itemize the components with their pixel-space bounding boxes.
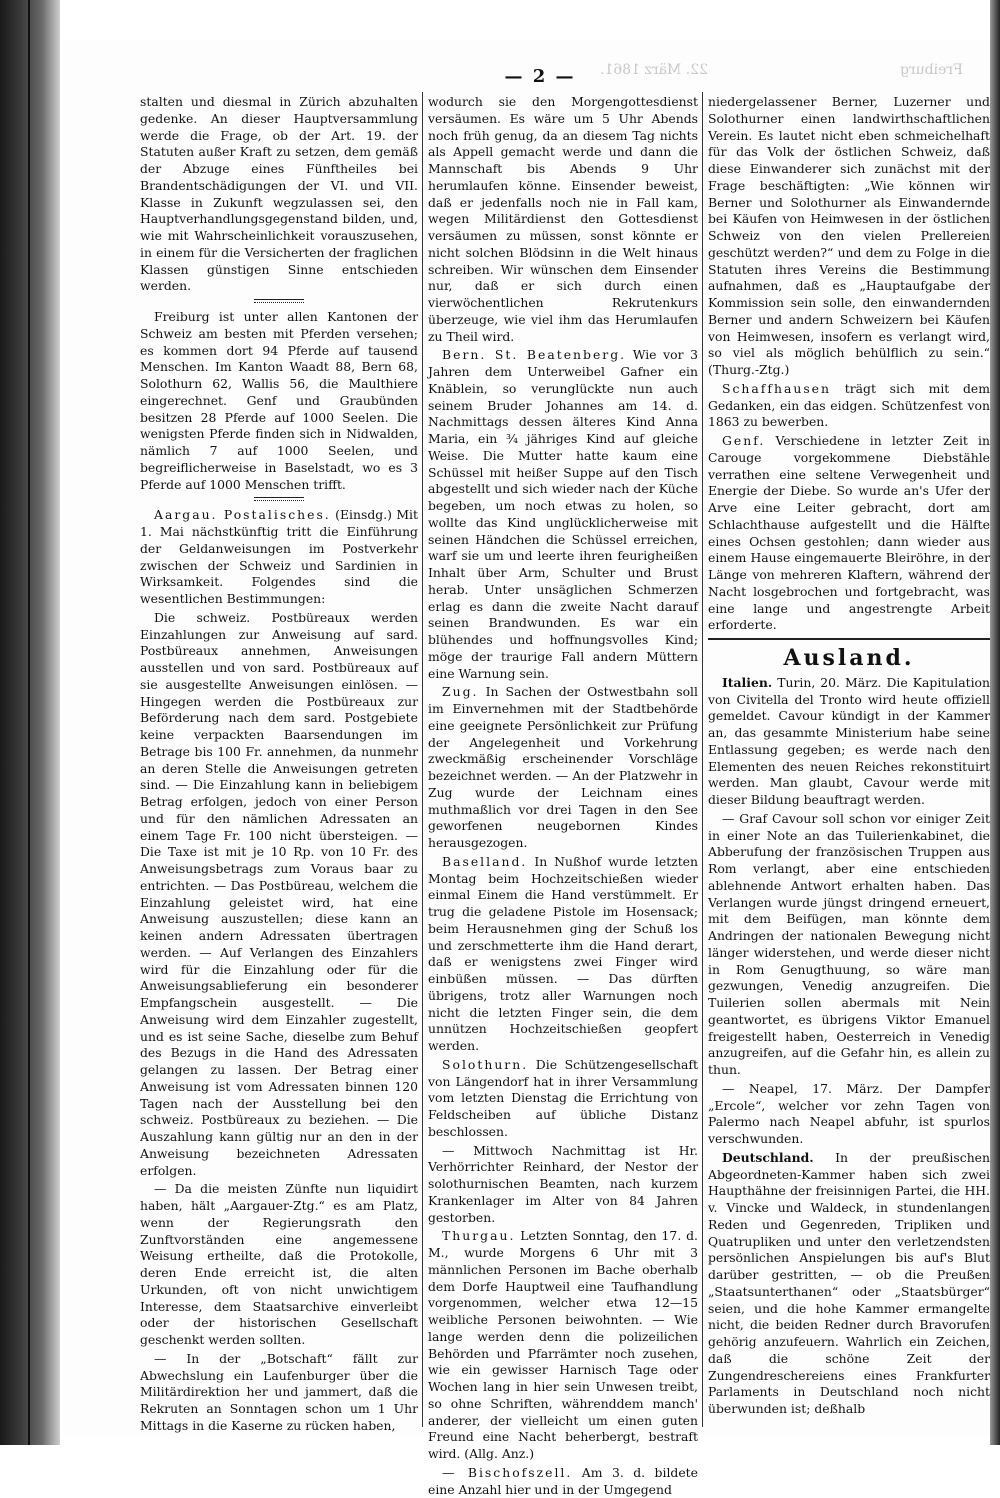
article-heading: Solothurn. bbox=[442, 1056, 529, 1072]
section-rule bbox=[708, 638, 990, 640]
article-continuation: wodurch sie den Morgengottesdienst versäumen. Es wäre um 5 Uhr Abends noch früh genug, da an diesem Tag nichts als Appell gemacht werde und dann die Mannschaft bis Abends 9 Uhr herumlaufen könne. Einsender beweist, daß er jedenfalls noch nie in Fall kam, wegen Militärdienst den Gottesdienst versäumen zu müssen, sonst könnte er nicht solchen Blödsinn in die Welt hinaus schreiben. Wir wünschen dem Einsender nur, daß er sich durch einen vierwöchentlichen Rekrutenkurs überzeuge, wie viel ihm das Herumlaufen zu Theil wird. bbox=[428, 94, 698, 344]
section-title-ausland: Ausland. bbox=[783, 645, 915, 671]
article-schaffhausen bbox=[708, 381, 990, 431]
article-bern bbox=[428, 347, 698, 682]
article-body: In Nußhof wurde letzten Montag beim Hochzeitschießen wieder einmal Einem die Hand verstümmelt. Er trug die geladene Pistole im Hosensack; beim Herausnehmen ging der Schuß los und zerschmetterte ihm die Hand derart, daß er wenigstens zwei Finger wird einbüßen müssen. — Das dürften übrigens, trotz aller Warnungen noch nicht die letzten Finger sein, die dem unnützen Hochzeitschießen geopfert werden. bbox=[428, 853, 698, 1053]
article-heading: Thurgau. bbox=[442, 1228, 516, 1244]
article-paragraph: — Neapel, 17. März. Der Dampfer „Ercole“, welcher vor zehn Tagen von Palermo nach Neapel abfuhr, ist spurlos verschwunden. bbox=[708, 1080, 990, 1146]
article-italien bbox=[708, 675, 990, 809]
column-rule-2 bbox=[702, 92, 703, 1427]
column-3 bbox=[708, 94, 990, 1429]
article-deutschland bbox=[708, 1150, 990, 1418]
article-genf bbox=[708, 433, 990, 634]
article-paragraph: — Mittwoch Nachmittag ist Hr. Verhörrichter Reinhard, der Nestor der solothurnischen Beamten, nach kurzem Krankenlager im Alter von 84 Jahren gestorben. bbox=[428, 1142, 698, 1225]
bleed-through-date: 22. März 1861. bbox=[600, 62, 708, 78]
article-heading: Genf. bbox=[722, 433, 766, 448]
article-separator bbox=[254, 497, 304, 501]
article-separator bbox=[254, 299, 304, 303]
article-body: Wie vor 3 Jahren dem Unterweibel Gafner ein Knäblein, so verunglückte nun auch seinem Bruder Johannes am 14. d. Nachmittags dessen älteres Kind Anna Maria, ein ¾ jähriges Kind auf gleiche Weise. Die Mutter hatte kaum eine Schüssel mit heißer Suppe auf den Tisch abgestellt und sich wieder nach der Küche begeben, um noch etwas zu holen, so wollte das Kind unglücklicherweise mit seinen Händchen die Schüssel erreichen, warf sie um und leerte ihren feurigheißen Inhalt über Arm, Schulter und Brust herab. Unter unsäglichen Schmerzen erlag es dann die zweite Nacht darauf seinen Brandwunden. Es war ein blühendes und hoffnungsvolles Kind; möge der traurige Fall andern Müttern eine Warnung sein. bbox=[428, 347, 698, 681]
page-edge-shadow bbox=[990, 0, 1000, 1445]
article-bischofszell bbox=[428, 1465, 698, 1498]
column-2 bbox=[428, 94, 698, 1497]
article-paragraph: — In der „Botschaft“ fällt zur Abwechslung ein Laufenburger über die Militärdirektion her und jammert, daß die Rekruten an Sonntagen schon um 1 Uhr Mittags in die Kaserne zu rücken haben, bbox=[140, 1350, 418, 1433]
article-heading: Zug. bbox=[442, 684, 479, 700]
article-paragraph: Die schweiz. Postbüreaux werden Einzahlungen zur Anweisung auf sard. Postbüreaux annehmen, Anweisungen ausstellen und von sard. Postbüreaux auf sie ausgestellte Anweisungen einlösen. — Hingegen werden die Postbüreaux zur Beförderung nach dem sard. Postgebiete keine verpackten Baarsendungen im Betrage bis 100 Fr. annehmen, da nunmehr an deren Stelle die Anweisungen getreten sind. — Die Einzahlung kann in beliebigem Betrag erfolgen, jedoch von einer Person und für den nämlichen Adressaten an einem Tage Fr. 100 nicht übersteigen. — Die Taxe ist mit je 10 Rp. von 10 Fr. des Anweisungsbetrags zum Voraus baar zu entrichten. — Das Postbüreau, welchem die Einzahlung geleistet wird, hat eine Anweisung auszustellen; diese kann an keinen andern Adressaten übertragen werden. — Auf Verlangen des Einzahlers wird für die Einzahlung oder für die Anweisungsablieferung ein besonderer Empfangschein ausgestellt. — Die Anweisung wird dem Einzahler zugestellt, und es ist seine Sache, dieselbe zum Behuf des Bezugs in die Hand des Adressaten gelangen zu lassen. Der Betrag einer Anweisung ist vom Adressaten binnen 120 Tagen nach der Ausstellung bei den schweiz. Postbüreaux zu beziehen. — Die Auszahlung kann gültig nur an den in der Anweisung bezeichneten Adressaten erfolgen. bbox=[140, 609, 418, 1178]
article-heading: Deutschland. bbox=[722, 1149, 814, 1165]
article-paragraph: — Graf Cavour soll schon vor einiger Zeit in einer Note an das Tuilerienkabinet, die Abberufung der französischen Truppen aus Rom verlangt, aber eine entschieden ablehnende Antwort erhalten haben. Das Verlangen wurde jüngst dringend erneuert, mit dem Beifügen, man könnte dem Andringen der nationalen Bewegung nicht länger widerstehen, und werde dieser nicht in Rom Genugthuung, so wäre man gezwungen, Venedig anzugreifen. Die Tuilerien sollen abermals mit Nein geantwortet, es übrigens Viktor Emanuel freigestellt haben, Oesterreich in Venedig anzugreifen, auf die Gefahr hin, es allein zu thun. bbox=[708, 810, 990, 1077]
article-continuation: niedergelassener Berner, Luzerner und Solothurner einen landwirthschaftlichen Verein. Es lautet nicht eben schmeichelhaft für das Volk der östlichen Schweiz, daß diese Einwanderer sich zunächst mit der Frage beschäftigten: „Wie können wir Berner und Solothurner als Einwandernde bei Käufen von Heimwesen in der östlichen Schweiz von den vielen Prellereien geschützt werden?“ und dem zu Folge in die Statuten ihres Vereins die Bestimmung aufnahmen, daß es „Hauptaufgabe der Kommission sein solle, den einwandernden Berner und andern Schweizern bei Käufen von Heimwesen, insofern es verlangt wird, so viel als möglich behülflich zu sein.“ (Thurg.-Ztg.) bbox=[708, 94, 990, 377]
article-heading: Bern. St. Beatenberg. bbox=[442, 347, 627, 363]
article-paragraph: — Da die meisten Zünfte nun liquidirt haben, hält „Aargauer-Ztg.“ es am Platz, wenn der Regierungsrath den Zunftvorständen eine angemessene Weisung ertheilte, daß die Protokolle, deren Ende erreicht ist, die alten Urkunden, oft von nicht unwichtigem Interesse, dem Staatsarchive einverleibt oder der historischen Gesellschaft geschenkt werden sollten. bbox=[140, 1181, 418, 1347]
article-thurgau bbox=[428, 1228, 698, 1463]
article-body: In der preußischen Abgeordneten-Kammer haben sich zwei Haupthähne der freisinnigen Partei, die HH. v. Vincke und Waldeck, in stundenlangen Reden und Gegenreden, Tripliken und Quatrupliken und unter den verletzendsten persönlichen Anspielungen bis auf's Blut darüber gestritten, — ob die Preußen „Staatsunterthanen“ oder „Staatsbürger“ seien, und die hohe Kammer ermangelte nicht, die beiden Redner durch Bravorufen gehörig anzufeuern. Wahrlich ein Zeichen, daß die schöne Zeit der Zungendreschereiens eines Frankfurter Parlaments in Deutschland noch nicht überwunden ist; deßhalb bbox=[708, 1149, 990, 1416]
article-body: Am 3. d. bildete eine Anzahl hier und in der Umgegend bbox=[428, 1464, 698, 1497]
article-heading: — Bischofszell. bbox=[442, 1464, 573, 1480]
article-solothurn bbox=[428, 1057, 698, 1141]
article-heading: Baselland. bbox=[442, 853, 528, 869]
article-body: Letzten Sonntag, den 17. d. M., wurde Morgens 6 Uhr mit 3 männlichen Personen im Bache oberhalb dem Dorfe Hauptweil eine Taufhandlung vorgenommen, welcher etwa 12—15 weibliche Personen beiwohnten. — Wie lange werden denn die polizeilichen Behörden und Pfarrämter noch zusehen, wie ein gewisser Harnisch Tage oder Wochen lang in hier sein Unwesen treibt, so ohne Schriften, währenddem manch' anderer, der vielleicht um einen guten Freund eine Nacht beherbergt, bestraft wird. (Allg. Anz.) bbox=[428, 1228, 698, 1461]
page-number: — 2 — bbox=[504, 66, 576, 87]
article-aargau bbox=[140, 507, 418, 608]
article-heading: Aargau. Postalisches. bbox=[154, 507, 331, 523]
article-body: Turin, 20. März. Die Kapitulation von Civitella del Tronto wird heute offiziell gemeldet. Cavour kündigt in der Kammer an, das gesammte Ministerium habe seine Entlassung gegeben; es werde nach den Elementen des neuen Reiches rekonstituirt werden. Man glaubt, Cavour werde mit dieser Bildung beauftragt werden. bbox=[708, 674, 990, 807]
article-body: (Einsdg.) Mit 1. Mai nächstkünftig tritt die Einführung der Geldanweisungen im Postverkehr zwischen der Schweiz und Sardinien in Wirksamkeit. Folgendes sind die wesentlichen Bestimmungen: bbox=[140, 507, 418, 606]
article-continuation: stalten und diesmal in Zürich abzuhalten gedenke. An dieser Hauptversammlung werde die Frage, ob der Art. 19. der Statuten außer Kraft zu setzen, dem gemäß der Abzuge eines Fünftheiles bei Brandentschädigungen der VI. und VII. Klasse in Zukunft wegzulassen sei, den Hauptverhandlungsgegenstand bilden, und, wie mit Wahrscheinlichkeit vorauszusehen, in einem für die Versicherten der fraglichen Klassen günstigen Sinne entschieden werden. bbox=[140, 94, 418, 294]
bleed-through-title: Freiburg bbox=[900, 62, 963, 78]
book-binding bbox=[0, 0, 60, 1445]
article-body: Die Schützengesellschaft von Längendorf hat in ihrer Versammlung vom letzten Dienstag die Errichtung von Feldscheiben auf übliche Distanz beschlossen. bbox=[428, 1056, 698, 1139]
article-heading: Italien. bbox=[722, 674, 773, 690]
column-rule-1 bbox=[422, 92, 423, 1427]
article-heading: Schaffhausen bbox=[722, 380, 831, 396]
article-body: trägt sich mit dem Gedanken, ein das eidgen. Schützenfest von 1863 zu bewerben. bbox=[708, 380, 990, 430]
article-body: Verschiedene in letzter Zeit in Carouge vorgekommene Diebstähle verrathen eine seltene Verwegenheit und Energie der Diebe. So wurde an's Ufer der Arve eine Leiter gebracht, dort am Schlachthause aufgestellt und die Hälfte eines Ochsen gestohlen; dann wieder aus einem Hause eingemauerte Bleiröhre, in der Länge von mehreren Klaftern, während der Nacht losgebrochen und fortgebracht, was eine lange und angestrengte Arbeit erforderte. bbox=[708, 433, 990, 633]
column-1 bbox=[140, 94, 418, 1433]
article-freiburg: Freiburg ist unter allen Kantonen der Schweiz am besten mit Pferden versehen; es kommen dort 94 Pferde auf tausend Menschen. Im Kanton Waadt 88, Bern 68, Solothurn 62, Wallis 56, die Maulthiere eingerechnet. Genf und Graubünden besitzen 28 Pferde auf 1000 Seelen. Die wenigsten Pferde finden sich in Nidwalden, nämlich 7 auf 1000 Seelen, und begreiflicherweise in Baselstadt, wo es 3 Pferde auf 1000 Menschen trifft. bbox=[140, 309, 418, 492]
article-body: In Sachen der Ostwestbahn soll im Einvernehmen mit der Stadtbehörde eine geeignete Persönlichkeit zur Prüfung der Angelegenheit und Vorkehrung zweckmäßig erscheinender Vorschläge bezeichnet werden. — An der Platzwehr in Zug wurde der Leichnam eines muthmaßlich vor drei Tagen in den See geworfenen neugebornen Kindes herausgezogen. bbox=[428, 684, 698, 850]
article-zug bbox=[428, 684, 698, 852]
article-baselland bbox=[428, 854, 698, 1055]
